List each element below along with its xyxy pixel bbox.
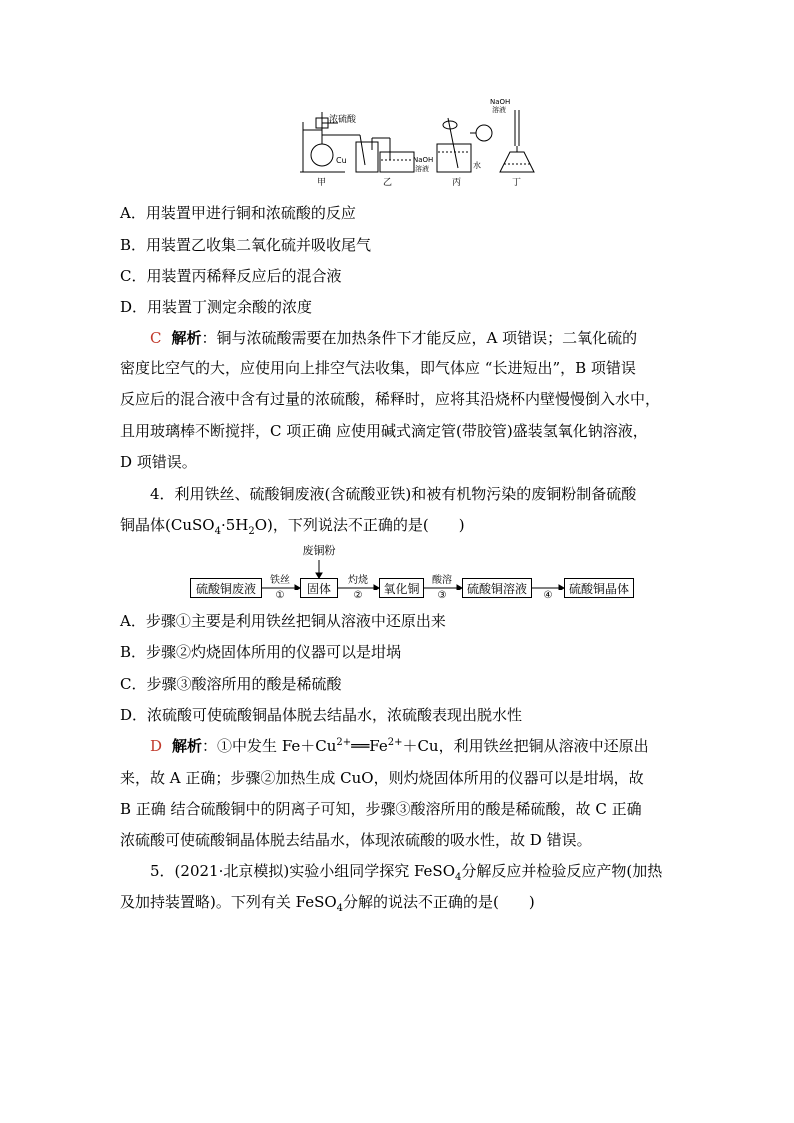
flow-box-crystal: 硫酸铜晶体 xyxy=(564,578,634,598)
q3-option-d: D．用装置丁测定余酸的浓度 xyxy=(120,298,313,316)
q4-analysis-line: 来，故 A 正确；步骤②加热生成 CuO，则灼烧固体所用的仪器可以是坩埚，故 xyxy=(120,769,644,787)
label-ding: 丁 xyxy=(512,178,522,188)
label-water: 水 xyxy=(473,161,481,170)
flow-step-number: ② xyxy=(353,590,363,601)
label-naoh-d: NaOH xyxy=(490,98,511,106)
q4-analysis-line: 浓硫酸可使硫酸铜晶体脱去结晶水，体现浓硫酸的吸水性，故 D 错误。 xyxy=(120,831,592,849)
q3-option-c: C．用装置丙稀释反应后的混合液 xyxy=(120,267,342,285)
flow-step-label: 酸溶 xyxy=(432,575,452,586)
q4-analysis-line: B 正确 结合硫酸铜中的阴离子可知，步骤③酸溶所用的酸是稀硫酸，故 C 正确 xyxy=(120,800,642,818)
q3-analysis-line: 反应后的混合液中含有过量的浓硫酸，稀释时，应将其沿烧杯内壁慢慢倒入水中， xyxy=(120,390,661,408)
apparatus-figure xyxy=(0,0,794,200)
flow-step-number: ④ xyxy=(543,590,553,601)
flow-box-waste: 硫酸铜废液 xyxy=(190,578,262,598)
q3-analysis xyxy=(150,328,637,348)
flow-box-cuo: 氧化铜 xyxy=(379,578,424,598)
label-acid: 浓硫酸 xyxy=(329,115,357,125)
flow-box-solution: 硫酸铜溶液 xyxy=(462,578,532,598)
q3-analysis-label: 解析 xyxy=(171,329,202,347)
label-yi: 乙 xyxy=(383,178,393,188)
q4-stem-2: 铜晶体$(CuSO_4\cdot 5H_2O)$，下列说法不正确的是( ) xyxy=(120,516,465,537)
q4-analysis: D 解析：①中发生 $Fe+Cu^{2+}══Fe^{2+}+Cu$，利用铁丝把铜从溶液中还原出 xyxy=(150,737,649,755)
q4-option-a: A．步骤①主要是利用铁丝把铜从溶液中还原出来 xyxy=(120,612,446,630)
q4-analysis-label: 解析 xyxy=(172,737,203,755)
flow-step-label: 铁丝 xyxy=(270,575,290,586)
label-cu: Cu xyxy=(336,156,347,165)
q3-analysis-line: 密度比空气的大，应使用向上排空气法收集，即气体应 “长进短出”，B 项错误 xyxy=(120,359,636,377)
q4-answer: D xyxy=(150,737,163,755)
label-bing: 丙 xyxy=(452,178,462,188)
label-naoh-b2: 溶液 xyxy=(415,165,429,173)
q3-option-b: B．用装置乙收集二氧化硫并吸收尾气 xyxy=(120,236,372,254)
q3-analysis-line: ：铜与浓硫酸需要在加热条件下才能反应，A 项错误；二氧化硫的 xyxy=(201,329,638,347)
q3-option-a: A．用装置甲进行铜和浓硫酸的反应 xyxy=(120,204,356,222)
flow-step-label: 灼烧 xyxy=(348,575,368,586)
flow-box-solid: 固体 xyxy=(300,578,338,598)
flow-input-label: 废铜粉 xyxy=(302,544,336,557)
flow-step-number: ③ xyxy=(437,590,447,601)
q3-analysis-line: 且用玻璃棒不断搅拌，C 项正确 应使用碱式滴定管(带胶管)盛装氢氧化钠溶液， xyxy=(120,422,648,440)
q4-option-b: B．步骤②灼烧固体所用的仪器可以是坩埚 xyxy=(120,643,402,661)
q3-analysis-line: D 项错误。 xyxy=(120,453,197,471)
label-naoh-d2: 溶液 xyxy=(492,106,506,114)
q4-option-d: D．浓硫酸可使硫酸铜晶体脱去结晶水，浓硫酸表现出脱水性 xyxy=(120,706,523,724)
label-naoh-b: NaOH xyxy=(413,156,434,164)
q4-stem: 4．利用铁丝、硫酸铜废液(含硫酸亚铁)和被有机物污染的废铜粉制备硫酸 xyxy=(150,485,637,503)
q4-option-c: C．步骤③酸溶所用的酸是稀硫酸 xyxy=(120,675,342,693)
q5-stem: 5．(2021·北京模拟)实验小组同学探究 FeSO$_4$分解反应并检验反应产物(加热 xyxy=(150,862,663,883)
flow-step-number: ① xyxy=(275,590,285,601)
q3-answer: C xyxy=(150,329,162,347)
q5-stem-2: 及加持装置略)。下列有关 FeSO$_4$分解的说法不正确的是( ) xyxy=(120,893,535,914)
label-jia: 甲 xyxy=(317,178,327,188)
